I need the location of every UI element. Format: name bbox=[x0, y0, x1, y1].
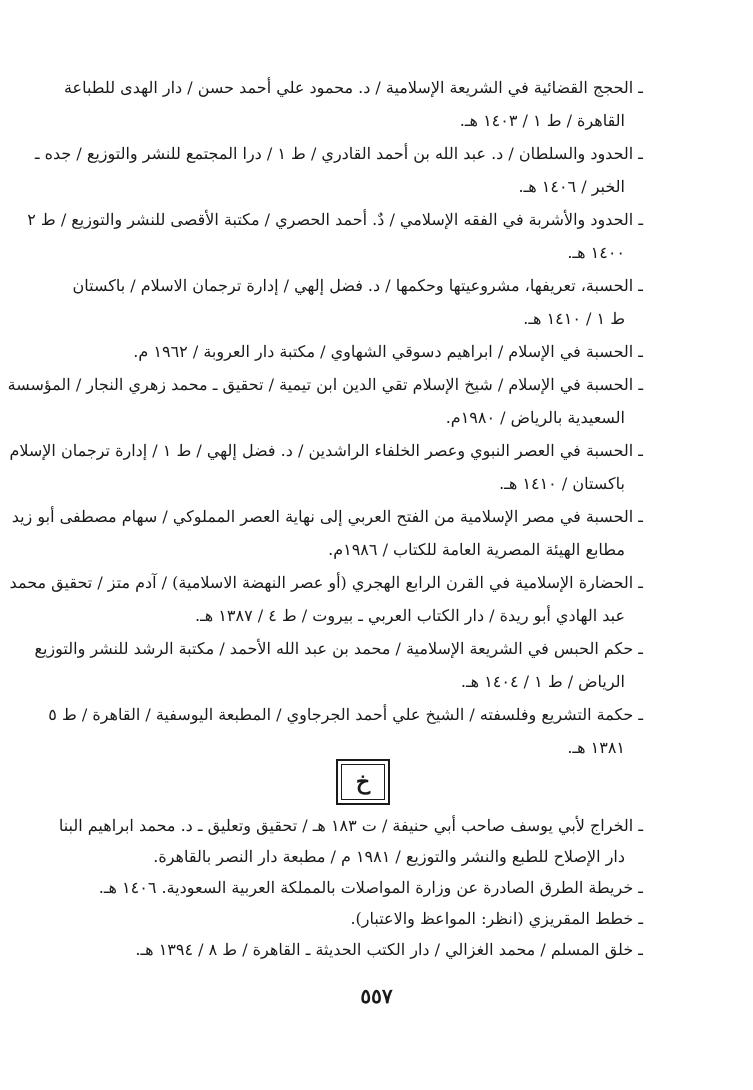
bibliography-entry bbox=[9, 434, 643, 500]
bibliography-entry bbox=[104, 335, 643, 368]
bibliography-entry bbox=[104, 934, 643, 965]
bibliography-entry bbox=[58, 810, 643, 872]
entry-line: ـ الحسبة في مصر الإسلامية من الفتح العربي إلى نهاية العصر المملوكي / سهام مصطفى أبو زيد bbox=[11, 507, 643, 526]
section-letter: خ bbox=[341, 764, 385, 800]
entry-continuation: دار الإصلاح للطبع والنشر والتوزيع / ١٩٨١ م / مطبعة دار النصر بالقاهرة. bbox=[153, 847, 625, 866]
entry-line: ـ الحسبة في الإسلام / شيخ الإسلام تقي الدين ابن تيمية / تحقيق ـ محمد زهري النجار / المؤسسة bbox=[7, 375, 643, 394]
entry-continuation: ط ١ / ١٤١٠ هـ. bbox=[523, 309, 625, 328]
entry-line: ـ خلق المسلم / محمد الغزالي / دار الكتب الحديثة ـ القاهرة / ط ٨ / ١٣٩٤ هـ. bbox=[135, 940, 643, 959]
entry-line: ـ حكمة التشريع وفلسفته / الشيخ علي أحمد الجرجاوي / المطبعة اليوسفية / القاهرة / ط ٥ bbox=[48, 705, 643, 724]
entry-line: ـ الحجج القضائية في الشريعة الإسلامية / د. محمود علي أحمد حسن / دار الهدى للطباعة bbox=[63, 78, 643, 97]
page-number: ٥٥٧ bbox=[360, 984, 393, 1008]
bibliography-list-kha bbox=[58, 810, 643, 965]
bibliography-list-ha bbox=[7, 71, 643, 764]
entry-continuation: السعيدية بالرياض / ١٩٨٠م. bbox=[445, 408, 625, 427]
bibliography-entry bbox=[72, 269, 643, 335]
entry-continuation: باكستان / ١٤١٠ هـ. bbox=[499, 474, 625, 493]
entry-continuation: ١٣٨١ هـ. bbox=[567, 738, 625, 757]
bibliography-entry bbox=[7, 368, 643, 434]
entry-continuation: الخبر / ١٤٠٦ هـ. bbox=[518, 177, 625, 196]
entry-continuation: عبد الهادي أبو ريدة / دار الكتاب العربي ـ بيروت / ط ٤ / ١٣٨٧ هـ. bbox=[194, 606, 625, 625]
bibliography-entry bbox=[98, 872, 643, 903]
entry-line: ـ الحسبة في الإسلام / ابراهيم دسوقي الشهاوي / مكتبة دار العروبة / ١٩٦٢ م. bbox=[133, 342, 643, 361]
entry-line: ـ الحسبة، تعريفها، مشروعيتها وحكمها / د. فضل إلهي / إدارة ترجمان الاسلام / باكستان bbox=[72, 276, 643, 295]
bibliography-entry bbox=[34, 137, 643, 203]
bibliography-entry bbox=[104, 903, 643, 934]
bibliography-entry bbox=[48, 698, 643, 764]
entry-line: ـ خريطة الطرق الصادرة عن وزارة المواصلات بالمملكة العربية السعودية. ١٤٠٦ هـ. bbox=[98, 878, 643, 897]
entry-continuation: ١٤٠٠ هـ. bbox=[567, 243, 625, 262]
entry-line: ـ الحضارة الإسلامية في القرن الرابع الهجري (أو عصر النهضة الاسلامية) / آدم متز / تحقيق محمد bbox=[9, 573, 643, 592]
entry-continuation: القاهرة / ط ١ / ١٤٠٣ هـ. bbox=[459, 111, 625, 130]
entry-continuation: مطابع الهيئة المصرية العامة للكتاب / ١٩٨٦م. bbox=[328, 540, 625, 559]
entry-line: ـ الحدود والسلطان / د. عبد الله بن أحمد القادري / ط ١ / درا المجتمع للنشر والتوزيع / جده ـ bbox=[34, 144, 643, 163]
entry-line: ـ الحسبة في العصر النبوي وعصر الخلفاء الراشدين / د. فضل إلهي / ط ١ / إدارة ترجمان الإسلام bbox=[9, 441, 643, 460]
entry-line: ـ الحدود والأشربة في الفقه الإسلامي / دٌ. أحمد الحصري / مكتبة الأقصى للنشر والتوزيع / ط ٢ bbox=[27, 210, 643, 229]
bibliography-entry bbox=[9, 566, 643, 632]
section-letter-box bbox=[336, 759, 390, 805]
entry-line: ـ حكم الحبس في الشريعة الإسلامية / محمد بن عبد الله الأحمد / مكتبة الرشد للنشر والتوزيع bbox=[34, 639, 643, 658]
entry-line: ـ الخراج لأبي يوسف صاحب أبي حنيفة / ت ١٨٣ هـ / تحقيق وتعليق ـ د. محمد ابراهيم البنا bbox=[58, 816, 643, 835]
entry-line: ـ خطط المقريزي (انظر: المواعظ والاعتبار). bbox=[350, 909, 643, 928]
bibliography-entry bbox=[27, 203, 643, 269]
entry-continuation: الرياض / ط ١ / ١٤٠٤ هـ. bbox=[460, 672, 625, 691]
bibliography-entry bbox=[11, 500, 643, 566]
bibliography-entry bbox=[34, 632, 643, 698]
bibliography-entry bbox=[63, 71, 643, 137]
